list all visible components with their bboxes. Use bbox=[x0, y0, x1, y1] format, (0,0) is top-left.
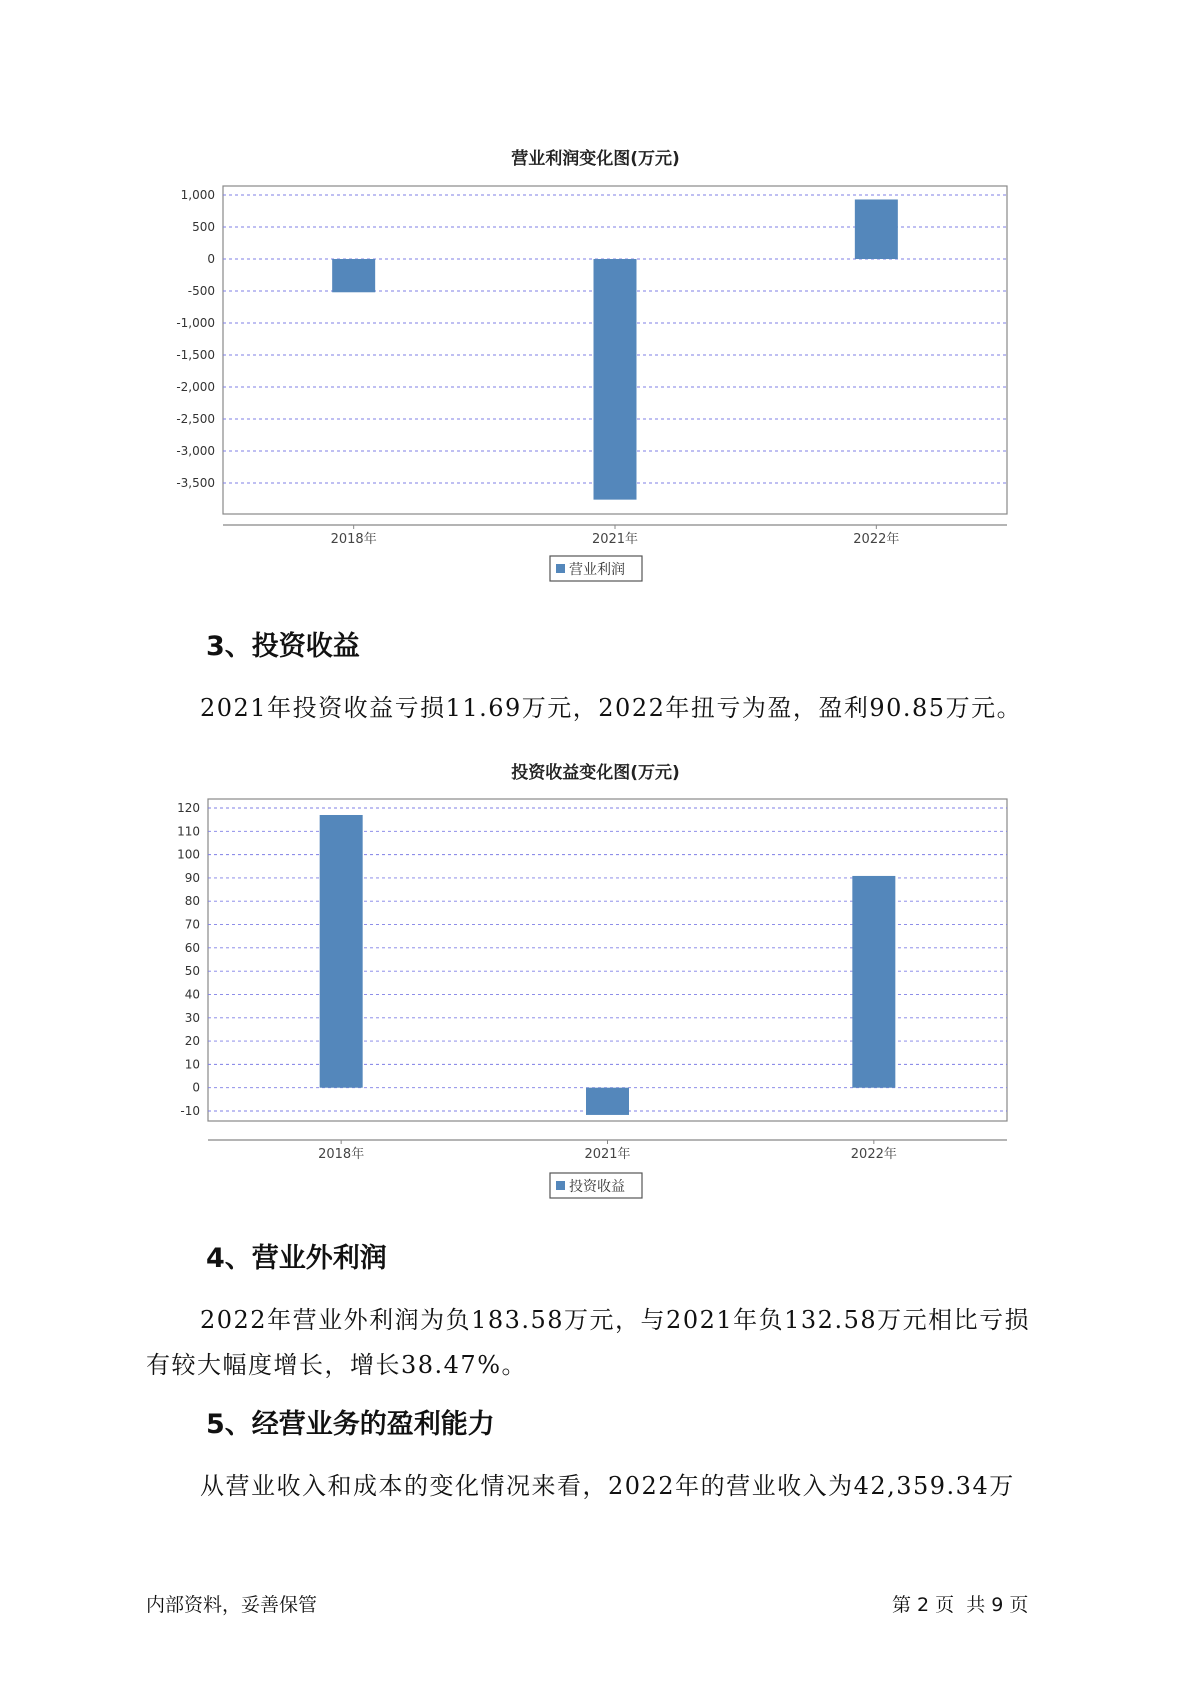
section3-paragraph: 2021年投资收益亏损11.69万元，2022年扭亏为盈，盈利90.85万元。 bbox=[200, 694, 1023, 722]
bar bbox=[594, 259, 637, 500]
y-tick-label: 40 bbox=[184, 987, 200, 1002]
y-tick-label: 110 bbox=[177, 824, 200, 839]
section4-heading: 4、营业外利润 bbox=[206, 1243, 387, 1274]
chart2-investment-income bbox=[0, 785, 1191, 1205]
y-tick-label: 70 bbox=[184, 917, 200, 932]
y-tick-label: 60 bbox=[184, 940, 200, 955]
bar bbox=[586, 1088, 629, 1115]
y-tick-label: -500 bbox=[187, 284, 215, 298]
chart1-operating-profit bbox=[0, 170, 1191, 610]
y-tick-label: 90 bbox=[184, 870, 200, 885]
x-tick-label: 2018年 bbox=[318, 1147, 365, 1162]
y-tick-label: -3,000 bbox=[176, 444, 215, 458]
section5-paragraph: 从营业收入和成本的变化情况来看，2022年的营业收入为42,359.34万 bbox=[200, 1472, 1015, 1500]
x-tick-label: 2022年 bbox=[853, 532, 900, 547]
y-tick-label: 500 bbox=[192, 220, 215, 234]
footer-page-number: 第 2 页 共 9 页 bbox=[892, 1594, 1029, 1616]
legend bbox=[550, 556, 642, 581]
bar bbox=[320, 815, 363, 1088]
y-tick-label: 100 bbox=[177, 847, 200, 862]
legend-label: 投资收益 bbox=[569, 1179, 625, 1195]
legend-label: 营业利润 bbox=[569, 562, 625, 578]
section3-heading: 3、投资收益 bbox=[206, 631, 360, 662]
bar bbox=[852, 876, 895, 1088]
y-tick-label: 20 bbox=[184, 1034, 200, 1049]
y-tick-label: 30 bbox=[184, 1010, 200, 1025]
y-tick-label: -3,500 bbox=[176, 476, 215, 490]
y-tick-label: 1,000 bbox=[180, 188, 215, 202]
y-tick-label: -10 bbox=[180, 1104, 200, 1118]
y-tick-label: 80 bbox=[184, 894, 200, 909]
chart1-title: 营业利润变化图(万元) bbox=[511, 149, 680, 169]
x-tick-label: 2021年 bbox=[591, 532, 639, 547]
x-tick-label: 2022年 bbox=[850, 1147, 897, 1162]
footer-confidential-note: 内部资料，妥善保管 bbox=[146, 1594, 318, 1616]
y-tick-label: -2,500 bbox=[176, 412, 215, 426]
y-tick-label: 120 bbox=[177, 801, 200, 815]
bar bbox=[855, 199, 898, 259]
section4-paragraph-line2: 有较大幅度增长，增长38.47%。 bbox=[146, 1351, 528, 1379]
legend-swatch bbox=[556, 1181, 565, 1190]
y-tick-label: -1,000 bbox=[176, 316, 215, 330]
y-tick-label: 0 bbox=[192, 1080, 200, 1095]
chart2-title: 投资收益变化图(万元) bbox=[511, 763, 680, 783]
y-tick-label: 50 bbox=[184, 964, 200, 979]
y-tick-label: 0 bbox=[207, 252, 215, 266]
legend bbox=[550, 1173, 642, 1198]
y-tick-label: -1,500 bbox=[176, 348, 215, 362]
section5-heading: 5、经营业务的盈利能力 bbox=[206, 1409, 495, 1440]
legend-swatch bbox=[556, 564, 565, 573]
x-tick-label: 2018年 bbox=[330, 532, 377, 547]
y-tick-label: 10 bbox=[184, 1057, 200, 1072]
y-tick-label: -2,000 bbox=[176, 380, 215, 394]
bar bbox=[332, 259, 375, 292]
x-tick-label: 2021年 bbox=[584, 1147, 631, 1162]
section4-paragraph-line1: 2022年营业外利润为负183.58万元，与2021年负132.58万元相比亏损 bbox=[200, 1306, 1031, 1334]
